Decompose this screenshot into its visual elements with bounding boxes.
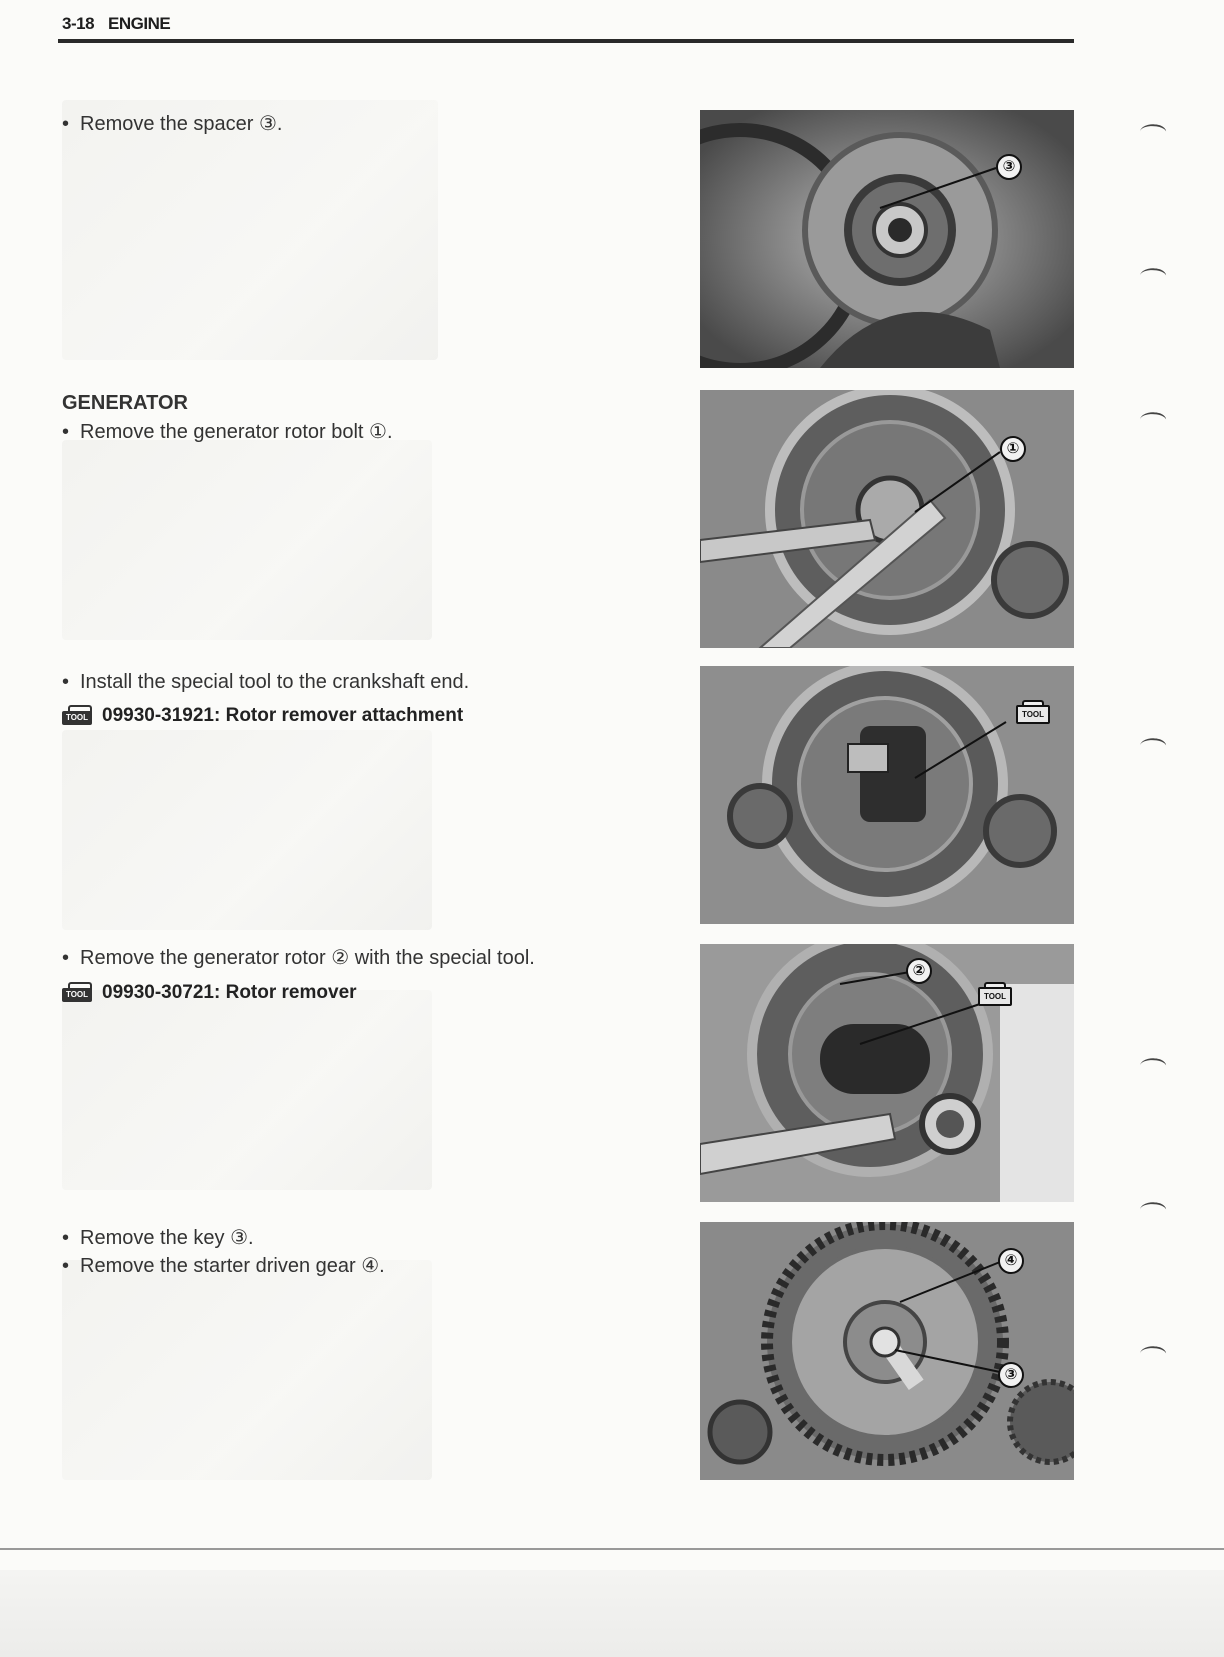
bullet: • — [62, 1227, 70, 1249]
binder-mark — [1139, 266, 1167, 285]
bleed-through-5 — [62, 1260, 432, 1480]
step-remove-spacer — [62, 110, 282, 138]
header-rule — [58, 39, 1074, 43]
step-remove-key — [62, 1224, 254, 1252]
section-name: ENGINE — [108, 14, 171, 33]
tool-tag-icon: TOOL — [1016, 700, 1048, 722]
binder-mark — [1139, 1200, 1167, 1219]
tool-text: 09930-31921: Rotor remover attachment — [102, 705, 464, 726]
callout-2: ② — [906, 958, 932, 984]
callout-4: ④ — [998, 1248, 1024, 1274]
binder-mark — [1139, 1344, 1167, 1363]
tool-reference-1 — [62, 705, 463, 727]
photo-rotor-attachment — [700, 666, 1074, 924]
photo-rotor-bolt — [700, 390, 1074, 648]
step-remove-starter-gear — [62, 1252, 385, 1280]
step-remove-rotor — [62, 944, 535, 972]
tool-tag-icon: TOOL — [978, 982, 1010, 1004]
page-header — [62, 14, 1074, 34]
photo-spacer — [700, 110, 1074, 368]
page-bottom-edge — [0, 1548, 1224, 1550]
page-number: 3-18 — [62, 14, 95, 33]
binder-mark — [1139, 122, 1167, 141]
tool-text: 09930-30721: Rotor remover — [102, 982, 357, 1003]
step-text: Remove the generator rotor bolt ①. — [80, 421, 393, 443]
step-remove-rotor-bolt — [62, 418, 393, 446]
bleed-through-3 — [62, 730, 432, 930]
page-footer-shadow — [0, 1570, 1224, 1657]
tool-icon: TOOL — [62, 982, 96, 1004]
tool-icon: TOOL — [62, 705, 96, 727]
step-text: Remove the spacer ③. — [80, 113, 283, 135]
binder-mark — [1139, 736, 1167, 755]
bullet: • — [62, 1255, 70, 1277]
photo-starter-driven-gear — [700, 1222, 1074, 1480]
step-install-special-tool — [62, 668, 469, 696]
bleed-through-4 — [62, 990, 432, 1190]
bleed-through-2 — [62, 440, 432, 640]
step-text: Remove the starter driven gear ④. — [80, 1255, 385, 1277]
bullet: • — [62, 947, 70, 969]
step-text: Install the special tool to the crankshaft end. — [80, 671, 470, 693]
bullet: • — [62, 113, 70, 135]
section-title-generator: GENERATOR — [62, 392, 188, 414]
callout-1: ① — [1000, 436, 1026, 462]
callout-3: ③ — [996, 154, 1022, 180]
callout-3: ③ — [998, 1362, 1024, 1388]
binder-mark — [1139, 410, 1167, 429]
bleed-through-1 — [62, 100, 438, 360]
tool-reference-2 — [62, 982, 357, 1004]
step-text: Remove the generator rotor ② with the special tool. — [80, 947, 535, 969]
photo-rotor-remover — [700, 944, 1074, 1202]
binder-mark — [1139, 1056, 1167, 1075]
bullet: • — [62, 671, 70, 693]
step-text: Remove the key ③. — [80, 1227, 254, 1249]
bullet: • — [62, 421, 70, 443]
